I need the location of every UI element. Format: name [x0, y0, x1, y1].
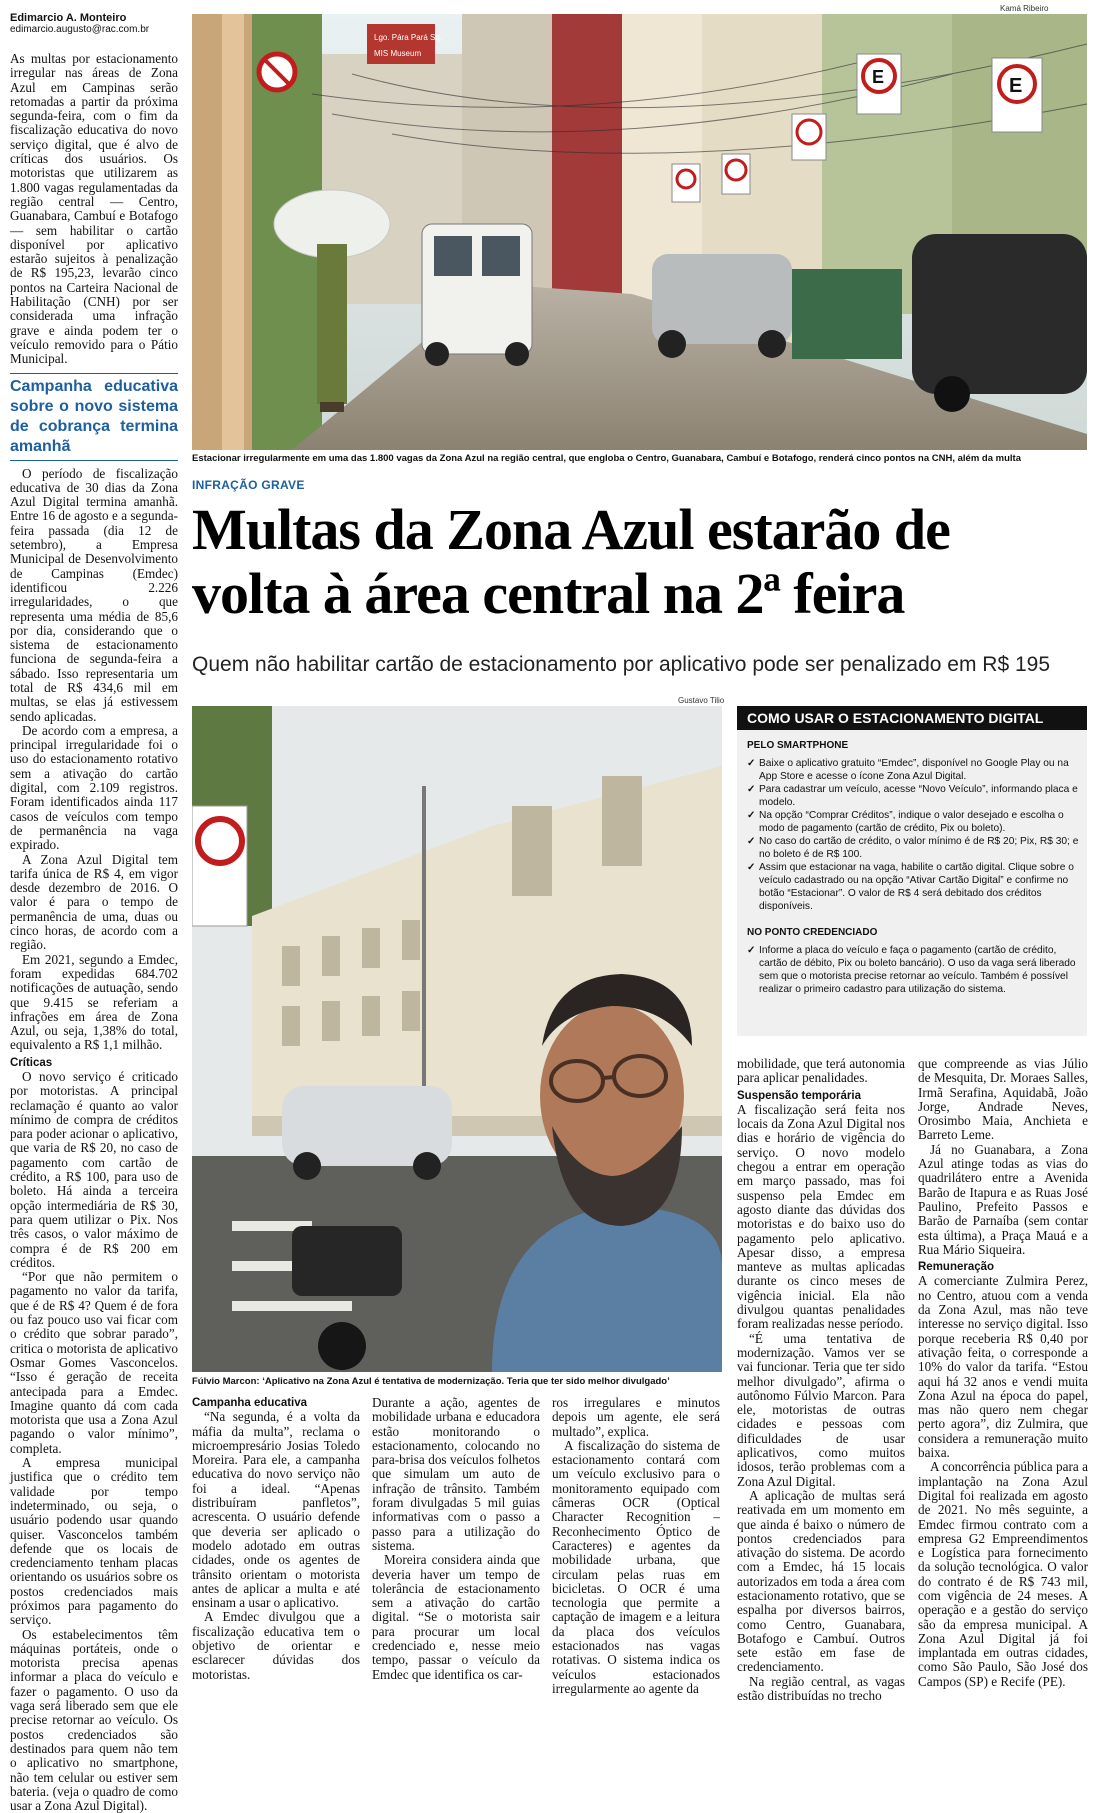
street-scene-illustration [192, 14, 1087, 450]
subheading-remuneracao: Remuneração [918, 1261, 995, 1274]
photo-credit-main: Gustavo Tilio [678, 696, 725, 705]
sign-text-2: MIS Museum [374, 49, 422, 58]
body-paragraph: O novo serviço é criticado por motoristas. A principal reclamação é quanto ao valor mínimo de compra de créditos para poder acionar o aplicativo, que varia de R$ 20, no caso de pagamento com cartão de crédito, a R$ 100, para uso de boleto. Há ainda a terceira opção intermediária de R$ 30, para quem utilizar o Pix. Nos três casos, o valor máximo de compra é de R$ 200 em créditos. [10, 1069, 178, 1270]
body-paragraph: A empresa municipal justifica que o crédito tem validade por tempo indeterminado, ou seja, o usuário podendo usar quando quiser. Vasconcelos também defende que os locais de credenciamento tenham placas orientando os usuários sobre os postos credenciados mais próximos para pagamento do serviço. [10, 1455, 178, 1628]
body-paragraph: Moreira considera ainda que deveria haver um tempo de tolerância de estacionamento sem a ativação do cartão digital. “Se o motorista sair para procurar um local credenciado e, nesse meio tempo, passar o veículo da Emdec que identifica os car- [372, 1552, 540, 1682]
headline-line-2: volta à área central na 2ª feira [192, 561, 905, 626]
box-section-smartphone: PELO SMARTPHONE [747, 740, 849, 751]
callout-rule-top [10, 373, 178, 374]
body-paragraph: A comerciante Zulmira Perez, no Centro, atuou com a venda da Zona Azul, mas não teve interesse no serviço digital. Isso porque receberia R$ 0,40 por ativação feita, o corresponde a 10% do valor da tarifa. “Estou aqui há 32 anos e vendi muita Zona Azul na época do papel, mas não quero nem chegar perto agora”, diz Zulmira, que considera a remuneração muito baixa. [918, 1273, 1088, 1461]
box-title: COMO USAR O ESTACIONAMENTO DIGITAL [737, 706, 1087, 730]
column-2 [192, 1396, 360, 1682]
pull-quote: Campanha educativa sobre o novo sistema de cobrança termina amanhã [10, 377, 178, 455]
left-column [10, 52, 178, 1813]
box-list-item: ✓ Baixe o aplicativo gratuito “Emdec”, disponível no Google Play ou na App Store e acesse o ícone Zona Azul Digital. [747, 758, 1069, 782]
check-icon: ✓ [747, 945, 756, 956]
box-list-item: ✓ No caso do cartão de crédito, o valor mínimo é de R$ 20; Pix, R$ 30; e no boleto é de R$ 100. [747, 836, 1079, 860]
body-paragraph: A Emdec divulgou que a fiscalização educativa tem o objetivo de orientar e esclarecer dúvidas dos motoristas. [192, 1609, 360, 1682]
box-list-item: ✓ Assim que estacionar na vaga, habilite o cartão digital. Clique sobre o veículo cadastrado ou na opção “Ativar Cartão Digital” e confirme no botão “Estacionar”. O valor de R$ 4 será debitado dos créditos disponíveis. [747, 862, 1074, 912]
column-6 [918, 1057, 1088, 1689]
photo-caption-main: Fúlvio Marcon: ‘Aplicativo na Zona Azul é tentativa de modernização. Teria que ter sido melhor divulgado’ [192, 1376, 670, 1387]
lead-paragraph: As multas por estacionamento irregular nas áreas de Zona Azul em Campinas serão retomadas a partir da próxima segunda-feira, com o fim da fiscalização educativa do novo serviço digital, que é alvo de críticas dos usuários. Os motoristas que utilizarem as 1.800 vagas regulamentadas da região central — Centro, Guanabara, Cambuí e Botafogo — sem habilitar o cartão disponível por aplicativo estarão sujeitos à penalização de R$ 195,23, levarão cinco pontos na Carteira Nacional de Habilitação (CNH) por ser considerada uma infração grave e ainda podem ter o veículo removido para o Pátio Municipal. [10, 51, 178, 367]
column-5 [737, 1057, 905, 1703]
box-section-credenciado: NO PONTO CREDENCIADO [747, 927, 878, 938]
subheading-criticas: Críticas [10, 1056, 53, 1069]
body-paragraph: A fiscalização será feita nos locais da Zona Azul Digital nos dias e horário de vigência do serviço. O novo modelo chegou a entrar em operação em março passado, mas foi suspenso pela Emdec em agosto diante das dúvidas dos motoristas e do baixo uso do pagamento pelo aplicativo. Apesar disso, a empresa manteve as multas aplicadas durante os cinco meses de vigência inicial. Ela não divulgou quantas penalidades foram realizadas nesse período. [737, 1101, 905, 1332]
check-icon: ✓ [747, 836, 756, 847]
body-paragraph: que compreende as vias Júlio de Mesquita, Dr. Moraes Salles, Irmã Serafina, Aquidabã, João Jorge, Andrade Neves, Orosimbo Maia, Anchieta e Barreto Leme. [918, 1056, 1088, 1143]
column-4 [552, 1396, 720, 1696]
box-list-item: ✓ Para cadastrar um veículo, acesse “Novo Veículo”, informando placa e modelo. [747, 784, 1078, 808]
box-list-item: ✓ Informe a placa do veículo e faça o pagamento (cartão de crédito, cartão de débito, Pix ou boleto bancário). O uso da vaga será liberado sem que o motorista precise retornar ao veículo. Também é possível realizar o primeiro cadastro para utilização do sistema. [747, 945, 1076, 995]
body-paragraph: Já no Guanabara, a Zona Azul atinge todas as vias do quadrilátero entre a Avenida Barão de Itapura e as Ruas José Paulino, Prefeito Passos e Barão de Parnaíba (sem contar esta última), a Praça Mauá e a Rua Mário Siqueira. [918, 1141, 1088, 1257]
check-icon: ✓ [747, 784, 756, 795]
photo-credit-top: Kamá Ribeiro [1000, 4, 1049, 13]
body-paragraph: “Na segunda, é a volta da máfia da multa”, reclama o microempresário Josias Toledo Moreira. Para ele, a campanha educativa do novo serviço não foi a ideal. “Apenas distribuíram panfletos”, acrescenta. O usuário defende que deveria ser aplicado o modelo adotado em outras cidades, onde os agentes de trânsito orientam o motorista antes de aplicar a multa e até ensinam a usar o aplicativo. [192, 1409, 360, 1611]
box-list-smartphone [737, 757, 1087, 913]
byline-author: Edimarcio A. Monteiro [10, 12, 127, 24]
street-photo [192, 14, 1087, 450]
callout-rule-bottom [10, 460, 178, 461]
body-paragraph: O período de fiscalização educativa de 30 dias da Zona Azul Digital termina amanhã. Entre 16 de agosto e a segunda-feira passada (dia 12 de setembro), a Empresa Municipal de Desenvolvimento de Campinas (Emdec) identificou 2.226 irregularidades, o que representa uma média de 85,6 por dia, considerando que o sistema de estacionamento funciona de segunda-feira a sábado. Isso representaria um total de R$ 434,6 mil em multas, se elas já estivessem sendo aplicadas. [10, 465, 178, 724]
check-icon: ✓ [747, 810, 756, 821]
body-paragraph: Os estabelecimentos têm máquinas portáteis, onde o motorista precisa apenas informar a placa do veículo e fazer o pagamento. O uso da vaga será liberado sem que ele precise retornar ao veículo. Os postos credenciados são destinados para quem não tem o aplicativo no smartphone, não tem celular ou estiver sem bateria. (veja o quadro de como usar a Zona Azul Digital). [10, 1626, 178, 1813]
body-paragraph: A concorrência pública para a implantação na Zona Azul Digital foi realizada em agosto de 2021. No mês seguinte, a Emdec firmou contrato com a empresa G2 Empreendimentos e Logística para fornecimento da solução tecnológica. O valor do contrato é de R$ 743 mil, com vigência de 24 meses. A operação e a gestão do serviço são da empresa municipal. A Zona Azul Digital já foi implantada em outras cidades, como São Paulo, São José dos Campos (SP) e Recife (PE). [918, 1459, 1088, 1689]
check-icon: ✓ [747, 758, 756, 769]
column-3 [372, 1396, 540, 1682]
body-paragraph: Na região central, as vagas estão distribuídas no trecho [737, 1673, 905, 1704]
body-paragraph: “Por que não permitem o pagamento no valor da tarifa, que é de R$ 4? Quem é de fora ou faz pouco uso vai ficar com o crédito que sobrar parado”, critica o motorista de aplicativo Osmar Gomes Vasconcelos. “Isso é geração de receita antecipada para a Emdec. Imagine quanto dá com cada motorista que usa a Zona Azul pagando o valor mínimo”, completa. [10, 1269, 178, 1456]
check-icon: ✓ [747, 862, 756, 873]
sign-text-1: Lgo. Pára Pará Sq. [374, 33, 443, 42]
subheading-campanha: Campanha educativa [192, 1397, 308, 1409]
subheadline: Quem não habilitar cartão de estacionamento por aplicativo pode ser penalizado em R$ 195 [192, 653, 1051, 676]
body-paragraph: ros irregulares e minutos depois um agente, ele será multado”, explica. [552, 1395, 720, 1439]
body-paragraph: “É uma tentativa de modernização. Vamos ver se vai funcionar. Teria que ter sido melhor divulgado”, afirma o autônomo Fúlvio Marcon. Para ele, motoristas de outras cidades e pessoas com dificuldades de usar aplicativos, como muitos idosos, terão problemas com a Zona Azul Digital. [737, 1330, 905, 1489]
byline [10, 12, 190, 35]
box-list-item: ✓ Na opção “Comprar Créditos”, indique o valor desejado e escolha o modo de pagamento (cartão de crédito, Pix ou boleto). [747, 810, 1064, 834]
body-paragraph: Durante a ação, agentes de mobilidade urbana e educadora estão monitorando o estacionamento, colocando no para-brisa dos veículos folhetos que simulam um auto de infração de trânsito. Também foram divulgadas 5 mil guias informativas com o passo a passo para a utilização do sistema. [372, 1395, 540, 1553]
photo-caption-top: Estacionar irregularmente em uma das 1.800 vagas da Zona Azul na região central, que engloba o Centro, Guanabara, Cambuí e Botafogo, renderá cinco pontos na CNH, além da multa [192, 453, 1021, 464]
body-paragraph: De acordo com a empresa, a principal irregularidade foi o uso do estacionamento rotativo sem a ativação do cartão digital, com 2.109 registros. Foram identificados ainda 117 casos de veículos com tempo de permanência na vaga expirado. [10, 722, 178, 853]
portrait-scene-illustration [192, 706, 722, 1372]
body-paragraph: A aplicação de multas será reativada em um momento em que ainda é baixo o número de pontos credenciados para ativação do sistema. De acordo com a Emdec, há 15 locais autorizados em toda a área com estacionamento rotativo, que se espalha por diversos bairros, como Centro, Guanabara, Botafogo e Cambuí. Outros sete estão em fase de credenciamento. [737, 1487, 905, 1675]
svg-text:E: E [1009, 75, 1023, 97]
how-to-box [737, 706, 1087, 1036]
kicker-label: INFRAÇÃO GRAVE [192, 478, 305, 492]
byline-email: edimarcio.augusto@rac.com.br [10, 24, 150, 35]
subheading-suspensao: Suspensão temporária [737, 1089, 861, 1102]
svg-text:E: E [872, 67, 885, 87]
body-paragraph: mobilidade, que terá autonomia para aplicar penalidades. [737, 1056, 905, 1086]
body-paragraph: Em 2021, segundo a Emdec, foram expedidas 684.702 notificações de autuação, sendo que 9.415 se referiam a infrações em área de Zona Azul, ou seja, 1,38% do total, equivalento a R$ 1,1 milhão. [10, 951, 178, 1053]
body-paragraph: A Zona Azul Digital tem tarifa única de R$ 4, em vigor desde dezembro de 2016. O valor é para o tempo de permanência de uma, duas ou cinco horas, de acordo com a região. [10, 851, 178, 953]
body-paragraph: A fiscalização do sistema de estacionamento contará com um veículo exclusivo para o monitoramento equipado com câmeras OCR (Optical Character Recognition – Reconhecimento Óptico de Caracteres) e agentes da mobilidade urbana, que circulam pelas ruas em bicicletas. O OCR é uma tecnologia que permite a captação de imagem e a leitura da placa dos veículos estacionados nas vagas rotativas. O sistema indica os veículos estacionados irregularmente ao agente da [552, 1437, 720, 1696]
headline-line-1: Multas da Zona Azul estarão de [192, 497, 950, 562]
portrait-photo [192, 706, 722, 1372]
